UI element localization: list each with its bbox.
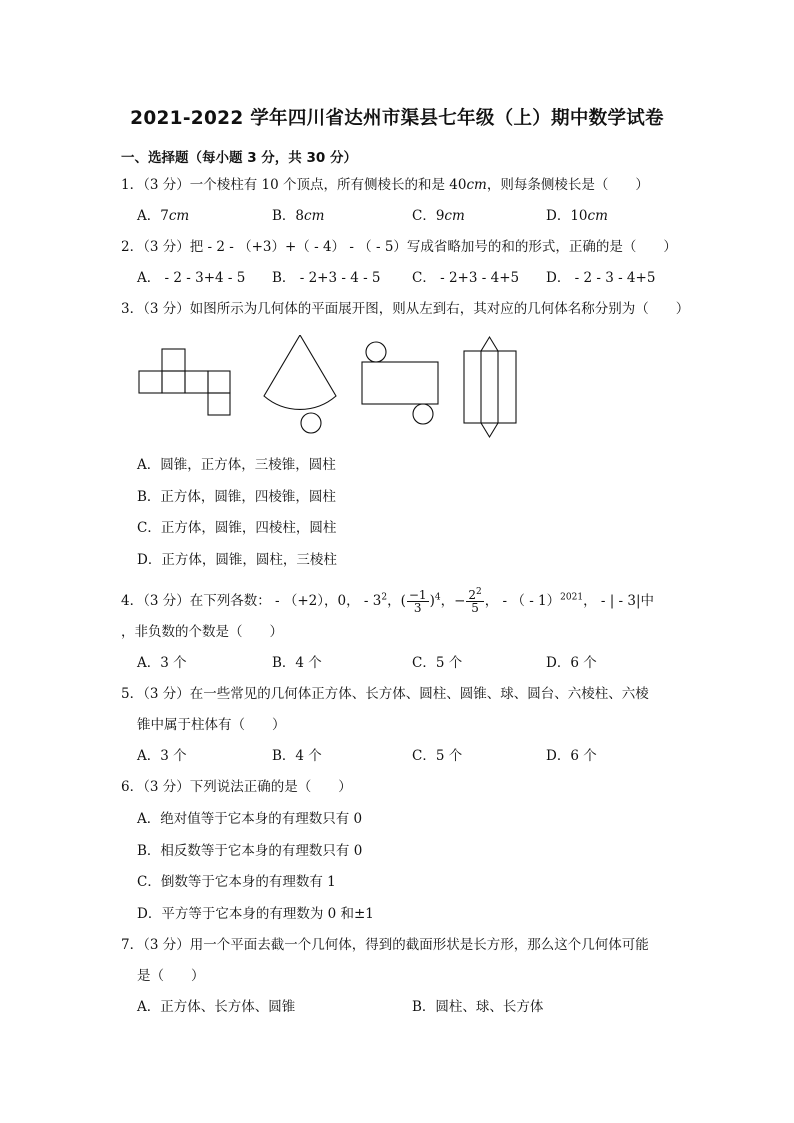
section-heading: 一、选择题（每小题 3 分，共 30 分）: [121, 150, 357, 166]
triangular-prism-net-figure: [464, 337, 516, 437]
question-5-option-b: B．4 个: [272, 748, 322, 764]
question-6-stem: 6．（3 分）下列说法正确的是（ ）: [121, 779, 352, 795]
question-5-stem: 5．（3 分）在一些常见的几何体正方体、长方体、圆柱、圆锥、球、圆台、六棱柱、六棱: [121, 686, 649, 702]
question-4-stem: 4．（3 分）在下列各数： - （+2），0， - $3^2$，( $\frac{-1}{3}$ )$^4$，− $\frac{2^2}{5}$ ， - （ - 1）$^{2021}$， - | - 3|中: [121, 587, 655, 615]
exam-title: 2021-2022 学年四川省达州市渠县七年级（上）期中数学试卷: [130, 108, 664, 129]
question-4-stem-continued: ，非负数的个数是（ ）: [121, 624, 283, 640]
question-2-option-c: C． - 2+3 - 4+5: [412, 270, 520, 286]
question-6-option-d: D．平方等于它本身的有理数为 0 和±1: [137, 906, 374, 922]
fraction-neg-one-third: $\frac{-1}{3}$: [408, 588, 427, 615]
question-4-option-b: B．4 个: [272, 655, 322, 671]
question-3-option-a: A．圆锥，正方体，三棱锥，圆柱: [137, 457, 336, 473]
question-6-option-c: C．倒数等于它本身的有理数有 1: [137, 874, 336, 890]
question-2-stem: 2．（3 分）把 - 2 - （+3）+（ - 4） - （ - 5）写成省略加号的和的形式，正确的是（ ）: [121, 239, 677, 255]
question-4-option-d: D．6 个: [546, 655, 597, 671]
question-2-option-d: D． - 2 - 3 - 4+5: [546, 270, 656, 286]
fraction-two-squared-over-five: $\frac{2^2}{5}$: [468, 587, 482, 615]
question-5-option-c: C．5 个: [412, 748, 463, 764]
question-5-option-d: D．6 个: [546, 748, 597, 764]
question-3-stem: 3．（3 分）如图所示为几何体的平面展开图，则从左到右，其对应的几何体名称分别为（ ）: [121, 301, 690, 317]
question-2-option-b: B． - 2+3 - 4 - 5: [272, 270, 381, 286]
question-1-option-a: A．7cm: [137, 208, 190, 224]
question-6-option-b: B．相反数等于它本身的有理数只有 0: [137, 843, 363, 859]
net-figures: [130, 335, 530, 440]
question-3-option-b: B．正方体，圆锥，四棱锥，圆柱: [137, 489, 336, 505]
question-3-option-c: C．正方体，圆锥，四棱柱，圆柱: [137, 520, 337, 536]
question-7-stem: 7．（3 分）用一个平面去截一个几何体，得到的截面形状是长方形，那么这个几何体可能: [121, 937, 649, 953]
question-7-option-b: B．圆柱、球、长方体: [412, 999, 544, 1015]
question-3-option-d: D．正方体，圆锥，圆柱，三棱柱: [137, 552, 337, 568]
question-6-option-a: A．绝对值等于它本身的有理数只有 0: [137, 811, 363, 827]
cone-net-figure: [264, 335, 336, 433]
question-7-option-a: A．正方体、长方体、圆锥: [137, 999, 296, 1015]
question-4-option-c: C．5 个: [412, 655, 463, 671]
question-5-option-a: A．3 个: [137, 748, 187, 764]
question-5-stem-continued: 锥中属于柱体有（ ）: [137, 717, 286, 733]
question-1-stem: 1．（3 分）一个棱柱有 10 个顶点，所有侧棱长的和是 40cm，则每条侧棱长是（ ）: [121, 177, 649, 193]
cube-net-figure: [139, 349, 230, 415]
question-1-option-b: B．8cm: [272, 208, 325, 224]
question-4-option-a: A．3 个: [137, 655, 187, 671]
cylinder-net-figure: [362, 342, 438, 424]
question-1-option-c: C．9cm: [412, 208, 465, 224]
question-7-stem-continued: 是（ ）: [137, 968, 205, 984]
question-1-option-d: D．10cm: [546, 208, 608, 224]
question-2-option-a: A． - 2 - 3+4 - 5: [137, 270, 246, 286]
